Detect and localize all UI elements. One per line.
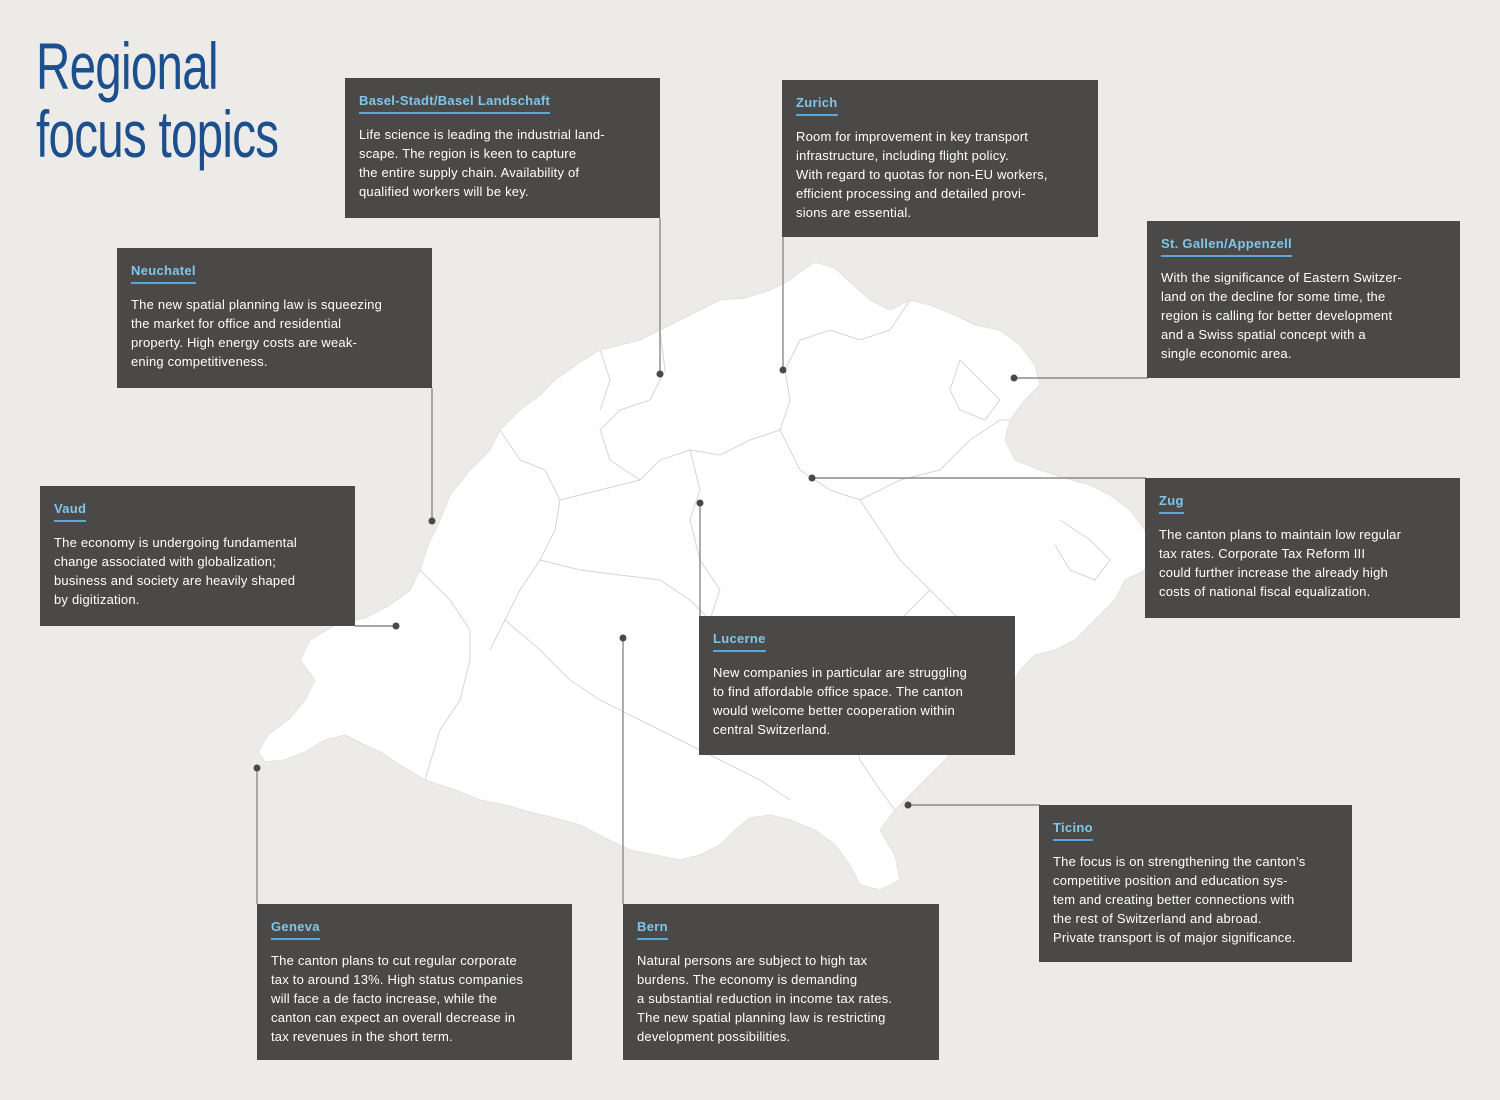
dot-basel	[657, 371, 664, 378]
card-title: Ticino	[1053, 820, 1093, 841]
card-text: The new spatial planning law is squeezing the market for office and residential property. High energy costs are weak- ening competitiveness.	[131, 297, 383, 369]
dot-zurich	[780, 367, 787, 374]
title-line-2: focus topics	[36, 97, 279, 171]
dot-lucerne	[697, 500, 704, 507]
card-title: Neuchatel	[131, 263, 196, 284]
dot-neuchatel	[429, 518, 436, 525]
dot-vaud	[393, 623, 400, 630]
card-geneva	[257, 904, 572, 1060]
card-title: Bern	[637, 919, 668, 940]
card-neuchatel	[117, 248, 432, 388]
card-title: Zurich	[796, 95, 838, 116]
card-text: The canton plans to cut regular corporate tax to around 13%. High status companies will face a de facto increase, while the canton can expect an overall decrease in tax revenues in the short term.	[271, 953, 524, 1044]
card-title: Geneva	[271, 919, 320, 940]
card-basel	[345, 78, 660, 218]
card-text: Room for improvement in key transport infrastructure, including flight policy. With regard to quotas for non-EU workers, efficient processing and detailed provi- sions are essential.	[796, 129, 1048, 220]
card-text: The focus is on strengthening the canton’s competitive position and education sys- tem and creating better connections with the rest of Switzerland and abroad. Private transport is of major significance.	[1053, 854, 1306, 945]
card-zurich	[782, 80, 1098, 237]
card-bern	[623, 904, 939, 1060]
dot-bern	[620, 635, 627, 642]
card-stgallen	[1147, 221, 1460, 378]
card-title: Basel-Stadt/Basel Landschaft	[359, 93, 550, 114]
card-text: The canton plans to maintain low regular tax rates. Corporate Tax Reform III could further increase the already high costs of national fiscal equalization.	[1159, 527, 1402, 599]
card-text: New companies in particular are struggling to find affordable office space. The canton would welcome better cooperation within central Switzerland.	[713, 665, 968, 737]
card-title: St. Gallen/Appenzell	[1161, 236, 1292, 257]
card-ticino	[1039, 805, 1352, 962]
card-text: The economy is undergoing fundamental change associated with globalization; business and society are heavily shaped by digitization.	[54, 535, 297, 607]
card-zug	[1145, 478, 1460, 618]
dot-stgallen	[1011, 375, 1018, 382]
card-text: Life science is leading the industrial land- scape. The region is keen to capture the entire supply chain. Availability of qualified workers will be key.	[359, 127, 605, 199]
dot-geneva	[254, 765, 261, 772]
card-lucerne	[699, 616, 1015, 755]
dot-zug	[809, 475, 816, 482]
dot-ticino	[905, 802, 912, 809]
card-text: Natural persons are subject to high tax burdens. The economy is demanding a substantial reduction in income tax rates. The new spatial planning law is restricting development possibilities.	[637, 953, 893, 1044]
card-title: Lucerne	[713, 631, 766, 652]
card-vaud	[40, 486, 355, 626]
card-text: With the significance of Eastern Switzer- land on the decline for some time, the region is calling for better development and a Swiss spatial concept with a single economic area.	[1161, 270, 1402, 361]
card-title: Vaud	[54, 501, 86, 522]
title-line-1: Regional	[36, 29, 218, 103]
card-title: Zug	[1159, 493, 1184, 514]
